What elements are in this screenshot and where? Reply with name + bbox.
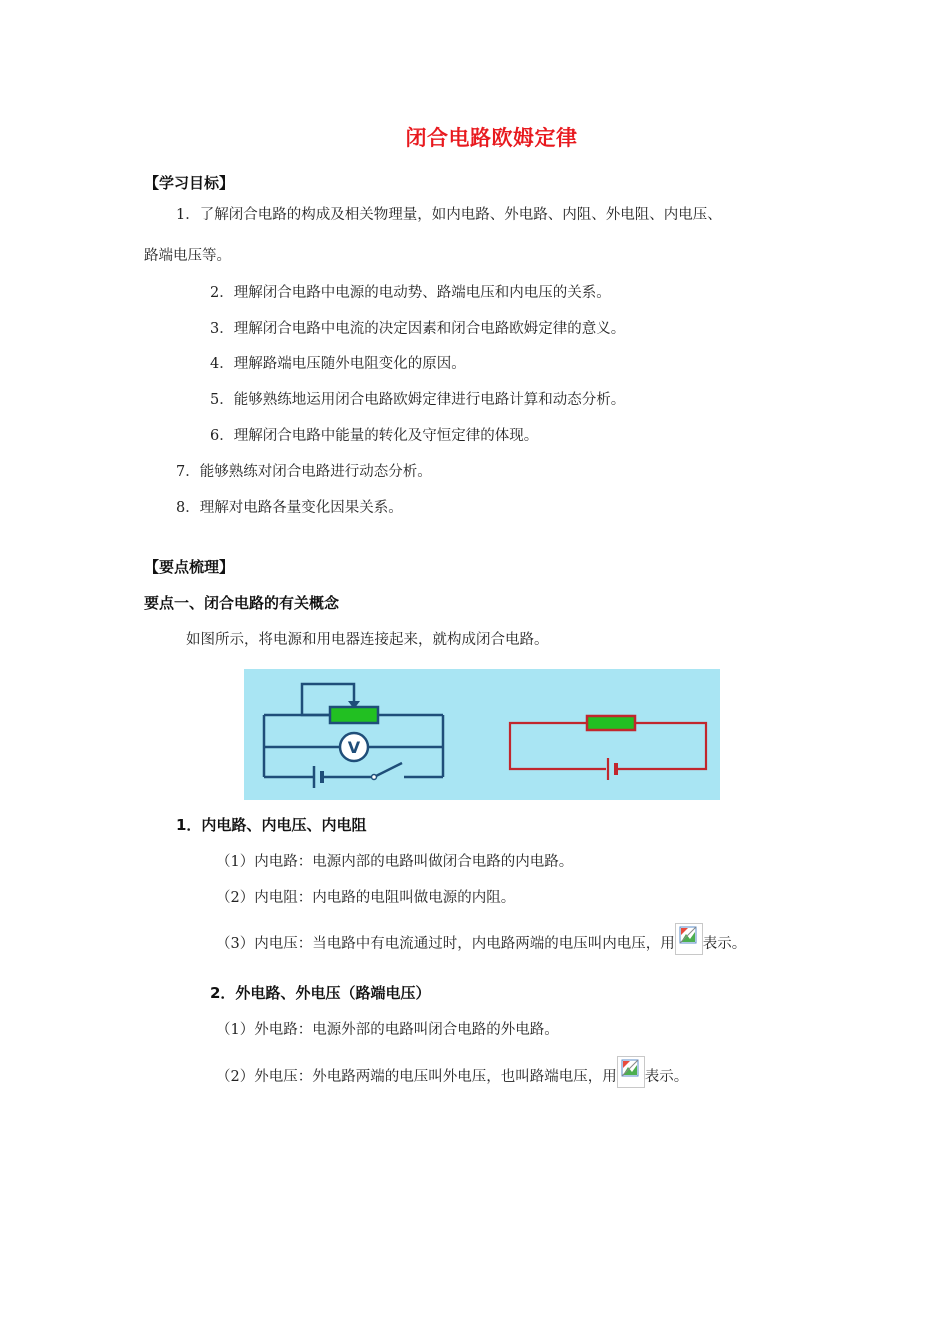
battery-right (608, 758, 616, 780)
external-voltage-def-text: （2）外电压：外电路两端的电压叫外电压，也叫路端电压，用 (216, 1068, 617, 1085)
goal-item-4: 4．理解路端电压随外电阻变化的原因。 (210, 356, 466, 372)
point-1-intro: 如图所示，将电源和用电器连接起来，就构成闭合电路。 (186, 632, 549, 648)
document-title: 闭合电路欧姆定律 (405, 126, 578, 150)
internal-voltage-def-suffix: 表示。 (702, 935, 747, 952)
switch-contact (372, 775, 377, 780)
circuit-diagram (244, 669, 720, 800)
rheostat (330, 707, 378, 723)
sub-heading-internal-circuit: 1．内电路、内电压、内电阻 (176, 816, 367, 834)
goal-item-7: 7．能够熟练对闭合电路进行动态分析。 (176, 464, 432, 480)
internal-resistance-def: （2）内电阻：内电路的电阻叫做电源的内阻。 (216, 890, 516, 906)
section-heading-key-points: 【要点梳理】 (144, 558, 235, 576)
section-heading-learning-goals: 【学习目标】 (144, 174, 235, 192)
external-voltage-def (216, 1059, 688, 1091)
voltmeter-label: V (347, 738, 361, 757)
left-circuit (264, 684, 443, 777)
circuit-figure (244, 669, 720, 800)
goal-item-2: 2．理解闭合电路中电源的电动势、路端电压和内电压的关系。 (210, 285, 611, 301)
internal-circuit-def: （1）内电路：电源内部的电路叫做闭合电路的内电路。 (216, 854, 574, 870)
internal-voltage-def-text: （3）内电压：当电路中有电流通过时，内电路两端的电压叫内电压，用 (216, 935, 675, 952)
sub-heading-external-circuit: 2．外电路、外电压（路端电压） (210, 984, 431, 1002)
goal-item-6: 6．理解闭合电路中能量的转化及守恒定律的体现。 (210, 428, 539, 444)
goal-item-3: 3．理解闭合电路中电流的决定因素和闭合电路欧姆定律的意义。 (210, 321, 626, 337)
switch-blade (374, 763, 402, 777)
goal-item-5: 5．能够熟练地运用闭合电路欧姆定律进行电路计算和动态分析。 (210, 392, 626, 408)
goal-item-1: 1．了解闭合电路的构成及相关物理量，如内电路、外电路、内阻、外电阻、内电压、 (176, 207, 722, 223)
internal-voltage-def (216, 926, 746, 958)
goal-item-1-continued: 路端电压等。 (144, 248, 231, 264)
broken-image-icon (675, 923, 703, 955)
battery-left (314, 766, 322, 788)
external-voltage-def-suffix: 表示。 (644, 1068, 689, 1085)
broken-image-icon (617, 1056, 645, 1088)
point-1-heading: 要点一、闭合电路的有关概念 (144, 594, 340, 612)
resistor (587, 716, 635, 730)
external-circuit-def: （1）外电路：电源外部的电路叫闭合电路的外电路。 (216, 1022, 559, 1038)
goal-item-8: 8．理解对电路各量变化因果关系。 (176, 500, 403, 516)
